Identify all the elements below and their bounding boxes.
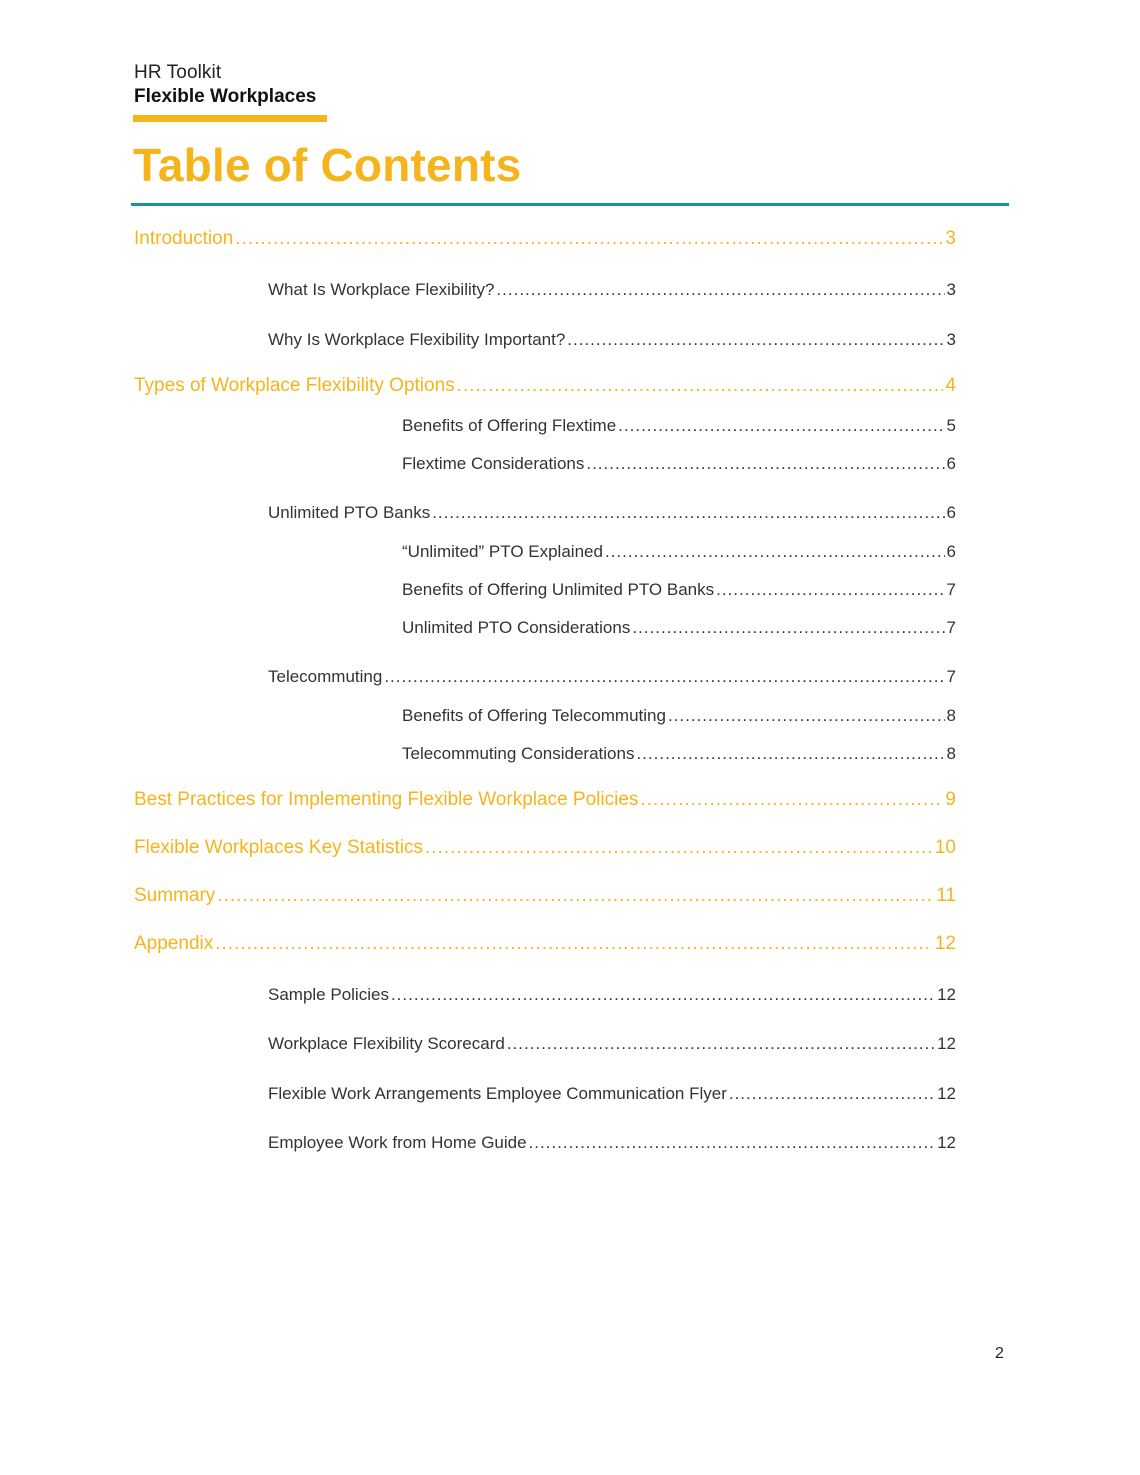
toc-entry[interactable] (268, 1133, 956, 1153)
toc-entry[interactable] (134, 933, 956, 955)
toc-entry-label: Summary (134, 885, 216, 906)
dot-leader (729, 1084, 935, 1104)
dot-leader (384, 667, 944, 687)
dot-leader (457, 375, 944, 397)
dot-leader (425, 837, 933, 859)
page-title: Table of Contents (133, 139, 522, 191)
toc-entry-label: Introduction (134, 228, 234, 249)
toc-entry-label: Employee Work from Home Guide (268, 1133, 527, 1152)
dot-leader (716, 580, 944, 600)
toc-entry[interactable] (402, 542, 956, 562)
toc-entry[interactable] (402, 744, 956, 764)
dot-leader (391, 985, 935, 1005)
toc-entry-page: 9 (945, 789, 956, 810)
dot-leader (496, 280, 944, 300)
dot-leader (605, 542, 945, 562)
toc-entry-page: 6 (946, 454, 956, 473)
dot-leader (215, 933, 933, 955)
toc-entry-label: What Is Workplace Flexibility? (268, 280, 495, 299)
toc-entry-label: Unlimited PTO Banks (268, 503, 431, 522)
toc-entry[interactable] (268, 1084, 956, 1104)
header-accent-bar (133, 115, 327, 122)
toc-entry-label: Sample Policies (268, 985, 389, 1004)
toc-entry-page: 12 (937, 985, 956, 1004)
dot-leader (235, 228, 943, 250)
toc-entry-page: 3 (946, 280, 956, 299)
toc-entry-page: 5 (946, 416, 956, 435)
toc-entry-label: Benefits of Offering Flextime (402, 416, 617, 435)
toc-entry-page: 3 (945, 228, 956, 249)
toc-entry-page: 11 (936, 885, 956, 906)
toc-entry-label: Benefits of Offering Unlimited PTO Banks (402, 580, 715, 599)
toc-entry-label: Benefits of Offering Telecommuting (402, 706, 666, 725)
toc-entry-label: Flexible Workplaces Key Statistics (134, 837, 423, 858)
toc-entry-page: 7 (946, 580, 956, 599)
toc-entry[interactable] (268, 985, 956, 1005)
toc-entry-label: “Unlimited” PTO Explained (402, 542, 603, 561)
toc-entry-page: 3 (946, 330, 956, 349)
toc-entry-page: 12 (937, 1133, 956, 1152)
dot-leader (668, 706, 945, 726)
toc-entry[interactable] (402, 580, 956, 600)
toc-entry[interactable] (268, 280, 956, 300)
toc-entry-label: Types of Workplace Flexibility Options (134, 375, 455, 396)
toc-entry[interactable] (134, 228, 956, 250)
toc-entry-label: Workplace Flexibility Scorecard (268, 1034, 505, 1053)
toc-entry-page: 8 (946, 744, 956, 763)
toc-entry-page: 7 (946, 618, 956, 637)
toc-entry[interactable] (402, 706, 956, 726)
toc-entry[interactable] (134, 837, 956, 859)
toc-entry[interactable] (402, 416, 956, 436)
header-kicker: HR Toolkit (134, 62, 222, 83)
dot-leader (507, 1034, 935, 1054)
toc-entry-label: Telecommuting Considerations (402, 744, 635, 763)
toc-entry[interactable] (134, 885, 956, 907)
dot-leader (636, 744, 944, 764)
toc-entry-label: Unlimited PTO Considerations (402, 618, 631, 637)
toc-entry-page: 12 (937, 1034, 956, 1053)
dot-leader (618, 416, 944, 436)
toc-entry[interactable] (268, 667, 956, 687)
toc-entry-page: 6 (946, 542, 956, 561)
toc-entry[interactable] (134, 375, 956, 397)
toc-entry-page: 12 (937, 1084, 956, 1103)
toc-entry-page: 10 (934, 837, 956, 858)
dot-leader (432, 503, 944, 523)
dot-leader (567, 330, 944, 350)
toc-entry[interactable] (402, 618, 956, 638)
toc-entry-page: 8 (946, 706, 956, 725)
toc-entry[interactable] (268, 503, 956, 523)
toc-entry-label: Flextime Considerations (402, 454, 585, 473)
toc-entry-label: Flexible Work Arrangements Employee Communication Flyer (268, 1084, 727, 1103)
dot-leader (217, 885, 934, 907)
toc-entry[interactable] (402, 454, 956, 474)
toc-entry[interactable] (268, 330, 956, 350)
toc-entry-label: Best Practices for Implementing Flexible Workplace Policies (134, 789, 639, 810)
toc-entry-label: Appendix (134, 933, 214, 954)
dot-leader (586, 454, 944, 474)
title-divider (131, 203, 1009, 206)
toc-entry[interactable] (134, 789, 956, 811)
toc-entry-page: 4 (945, 375, 956, 396)
header-title: Flexible Workplaces (134, 86, 317, 107)
toc-entry-page: 7 (946, 667, 956, 686)
toc-entry[interactable] (268, 1034, 956, 1054)
toc-entry-page: 6 (946, 503, 956, 522)
dot-leader (640, 789, 943, 811)
toc-entry-label: Why Is Workplace Flexibility Important? (268, 330, 566, 349)
dot-leader (632, 618, 944, 638)
dot-leader (529, 1133, 936, 1153)
page-number: 2 (995, 1345, 1004, 1362)
toc-entry-page: 12 (934, 933, 956, 954)
toc-entry-label: Telecommuting (268, 667, 383, 686)
